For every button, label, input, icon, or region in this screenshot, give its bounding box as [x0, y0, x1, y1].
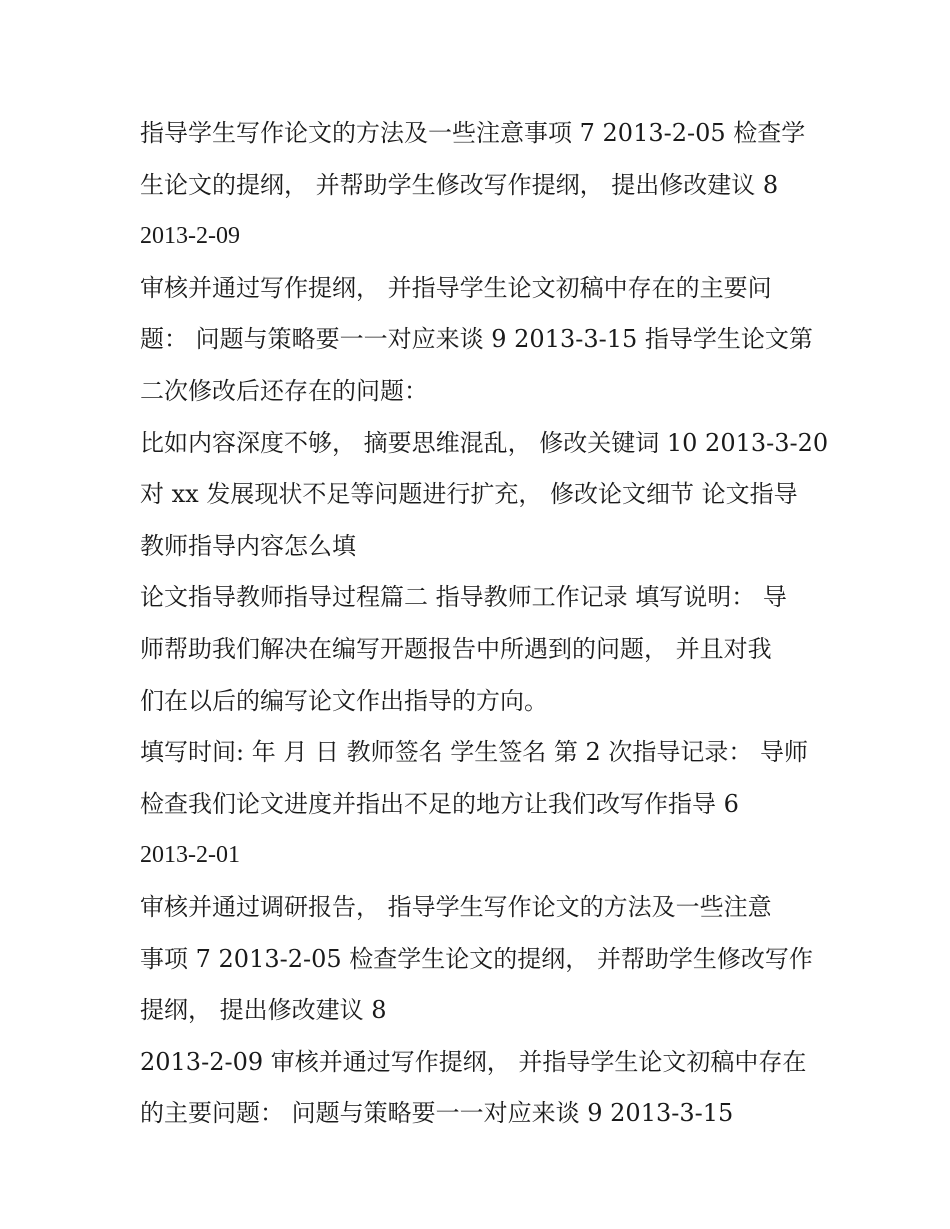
text-line: 检查我们论文进度并指出不足的地方让我们改写作指导 6 — [140, 789, 739, 818]
text-line: 题： 问题与策略要一一对应来谈 9 2013-3-15 指导学生论文第 — [140, 325, 813, 354]
text-line: 二次修改后还存在的问题： — [140, 376, 428, 405]
text-line: 生论文的提纲， 并帮助学生修改写作提纲， 提出修改建议 8 — [140, 170, 779, 199]
text-line: 审核并通过写作提纲， 并指导学生论文初稿中存在的主要问 — [140, 273, 772, 302]
text-line: 提纲， 提出修改建议 8 — [140, 996, 387, 1025]
text-line: 论文指导教师指导过程篇二 指导教师工作记录 填写说明： 导 — [140, 583, 787, 612]
text-line: 2013-2-09 审核并通过写作提纲， 并指导学生论文初稿中存在 — [140, 1047, 807, 1076]
text-line: 们在以后的编写论文作出指导的方向。 — [140, 686, 548, 715]
text-line: 2013-2-01 — [140, 842, 240, 869]
text-line: 的主要问题： 问题与策略要一一对应来谈 9 2013-3-15 — [140, 1099, 734, 1128]
text-line: 师帮助我们解决在编写开题报告中所遇到的问题， 并且对我 — [140, 634, 772, 663]
document-body — [140, 108, 829, 1140]
text-line: 教师指导内容怎么填 — [140, 531, 356, 560]
text-line: 审核并通过调研报告， 指导学生写作论文的方法及一些注意 — [140, 892, 772, 921]
text-line: 指导学生写作论文的方法及一些注意事项 7 2013-2-05 检查学 — [140, 119, 806, 147]
text-line: 比如内容深度不够， 摘要思维混乱， 修改关键词 10 2013-3-20 — [140, 428, 829, 457]
text-line: 对 xx 发展现状不足等问题进行扩充， 修改论文细节 论文指导 — [140, 480, 798, 509]
text-line: 2013-2-09 — [140, 223, 240, 250]
text-line: 事项 7 2013-2-05 检查学生论文的提纲， 并帮助学生修改写作 — [140, 944, 813, 973]
text-line: 填写时间: 年 月 日 教师签名 学生签名 第 2 次指导记录： 导师 — [140, 738, 809, 767]
